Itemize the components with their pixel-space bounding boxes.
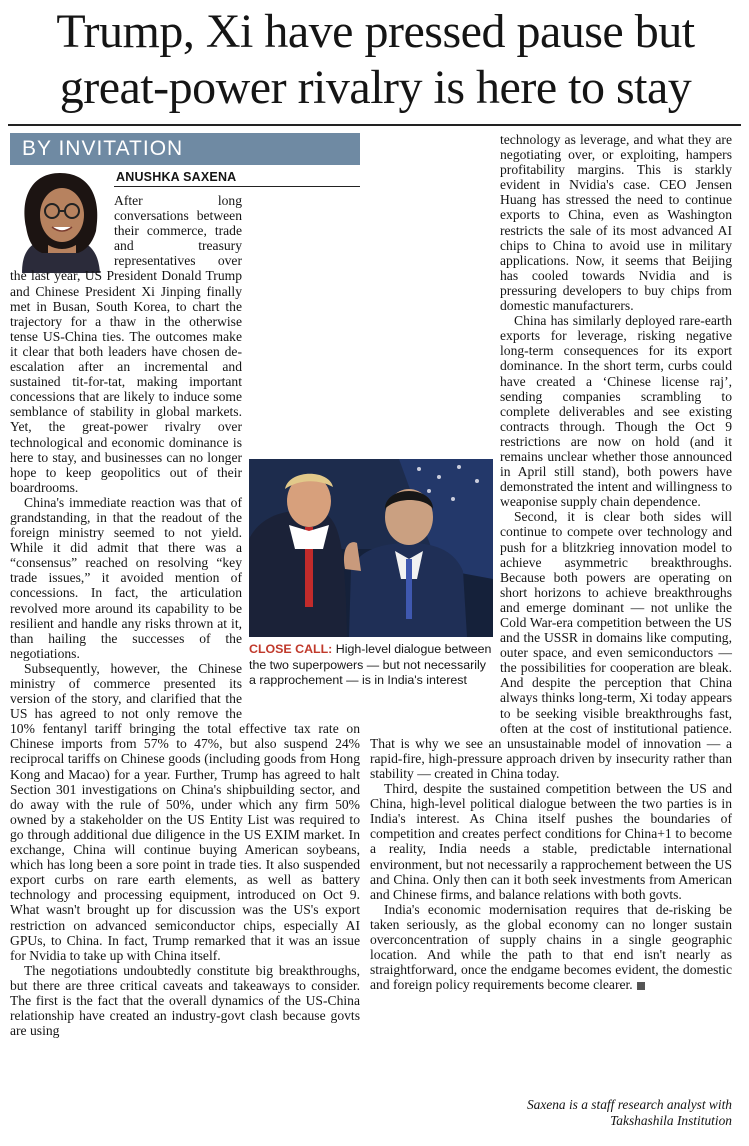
paragraph-text: India's economic modernisation requires that de-risking be taken seriously, as the global economy can no longer sustain overconcentration of supply chains in a single geographic location. And while the path to that end isn't nearly as straightforward, once the endgame becomes evident, the domestic and foreign policy requirements become clearer. (370, 901, 732, 993)
paragraph: Subsequently, however, the Chinese ministry of commerce presented its version of the story, and clarified that the US has agreed to not only remove the 10% fentanyl tariff bringing the total effective tax rate on Chinese imports from 57% to 47%, but also suspend 24% reciprocal tariffs on Chinese goods (including goods from Hong Kong and Macao) for a year. Further, Trump has agreed to halt Section 301 investigations on China's shipbuilding sector, and do away with the rule of 50%, under which any firm 50% owned by a stakeholder on the US Entity List was required to go through additional due diligence in the US EXIM market. In exchange, China will continue buying American soybeans, which has long been a sore point in trade ties. It also suspended export curbs on rare earth elements, as well as battery technology and processing equipment, introduced on Oct 9. What wasn't brought up for discussion was the US's export restriction on advanced semiconductor chips, especially AI GPUs, to China. In fact, Trump remarked that it was an issue for Nvidia to take up with China itself. (10, 660, 360, 963)
paragraph (370, 902, 732, 993)
paragraph: technology as leverage, and what they are negotiating over, or exploiting, hampers profitability margins. This is starkly evident in Nvidia's case. CEO Jensen Huang has stressed the need to continue exports to China, even as Washington restricts the sale of its most advanced AI chips to China to avoid use in military applications. Now, it seems that Beijing has cooled towards Nvidia and is pressuring developers to buy chips from domestic manufacturers. (500, 132, 732, 314)
author-rule (114, 186, 360, 187)
author-name: ANUSHKA SAXENA (116, 170, 237, 184)
paragraph: China's immediate reaction was that of grandstanding, in that the readout of the foreign ministry seemed to not yield. While it did admit that there was a “consensus” reached on resolving “key trade issues,” it avoided mention of concessions. In fact, the articulation revolved more around its capability to be resilient and handle any risks thrown at it, than hailing the successes of the negotiations. (10, 494, 242, 661)
end-mark (637, 982, 645, 990)
headline: Trump, Xi have pressed pause but great-power rivalry is here to stay (56, 5, 695, 114)
section-banner: BY INVITATION (10, 133, 360, 165)
photo-caption (249, 642, 495, 689)
paragraph: After long conversations between their commerce, trade and treasury representatives over the last year, US President Donald Trump and Chinese President Xi Jinping finally met in Busan, South Korea, to chart the trajectory for a thaw in the otherwise tense US-China ties. The outcomes make it clear that both leaders have chosen de-escalation after an incremental and sustained tit-for-tat, making important concessions that are likely to induce some semblance of stability in global markets. Yet, the great-power rivalry over technological and economic dominance is here to stay, and businesses can no longer hope to keep geopolitics out of their boardrooms. (10, 193, 242, 495)
paragraph: Second, it is clear both sides will continue to compete over technology and push for a blitzkrieg innovation model to achieve asymmetric breakthroughs. Because both powers are operating on short horizons to achieve breakthroughs and emerge dominant — not unlike the Cold War-era competition between the US and the USSR in domains like computing, outer space, and even semiconductors — the possibilities for cooperation are bleak. And despite the perception that China always thinks long-term, Xi today appears to be seeking visible breakthroughs fast, often at the cost of institutional patience. That is why we see an unsustainable model of innovation — a rapid-fire, high-pressure approach driven by insecurity rather than stability — created in China today. (370, 509, 732, 781)
headline-rule (8, 124, 741, 126)
byline-line: Saxena is a staff research analyst with (526, 1097, 732, 1112)
author-byline (440, 1097, 732, 1128)
caption-text: High-level dialogue between the two superpowers — but not necessarily a rapprochement — is in India's interest (249, 642, 492, 687)
paragraph: Third, despite the sustained competition between the US and China, high-level political dialogue between the two parties is in India's interest. As China itself pushes the boundaries of competition and creates perfect conditions for China+1 to become a reality, India needs a stable, predictable international environment, but not necessarily a rapprochement between the US and China. Only then can it both seek investments from American and Chinese firms, and balance relations with both govts. (370, 781, 732, 902)
paragraph: The negotiations undoubtedly constitute big breakthroughs, but there are three critical caveats and takeaways to consider. The first is the fact that the overall dynamics of the US-China relationship have created an industry-govt clash because govts are using (10, 962, 360, 1039)
caption-lead: CLOSE CALL: (249, 642, 333, 656)
photo-wrap-spacer (10, 173, 114, 265)
news-photo (249, 459, 493, 637)
byline-line: Takshashila Institution (610, 1112, 732, 1128)
paragraph: China has similarly deployed rare-earth exports for leverage, risking negative long-term consequences for its export dominance. In the short term, curbs could have created a ‘Chinese license raj’, sending companies scrambling to complete deliverables and see existing contracts through. Though the Oct 9 restrictions are now on hold (and it remains unclear whether those announced in April still stand), both powers have demonstrated the intent and willingness to weaponise supply chain dependence. (500, 313, 732, 510)
